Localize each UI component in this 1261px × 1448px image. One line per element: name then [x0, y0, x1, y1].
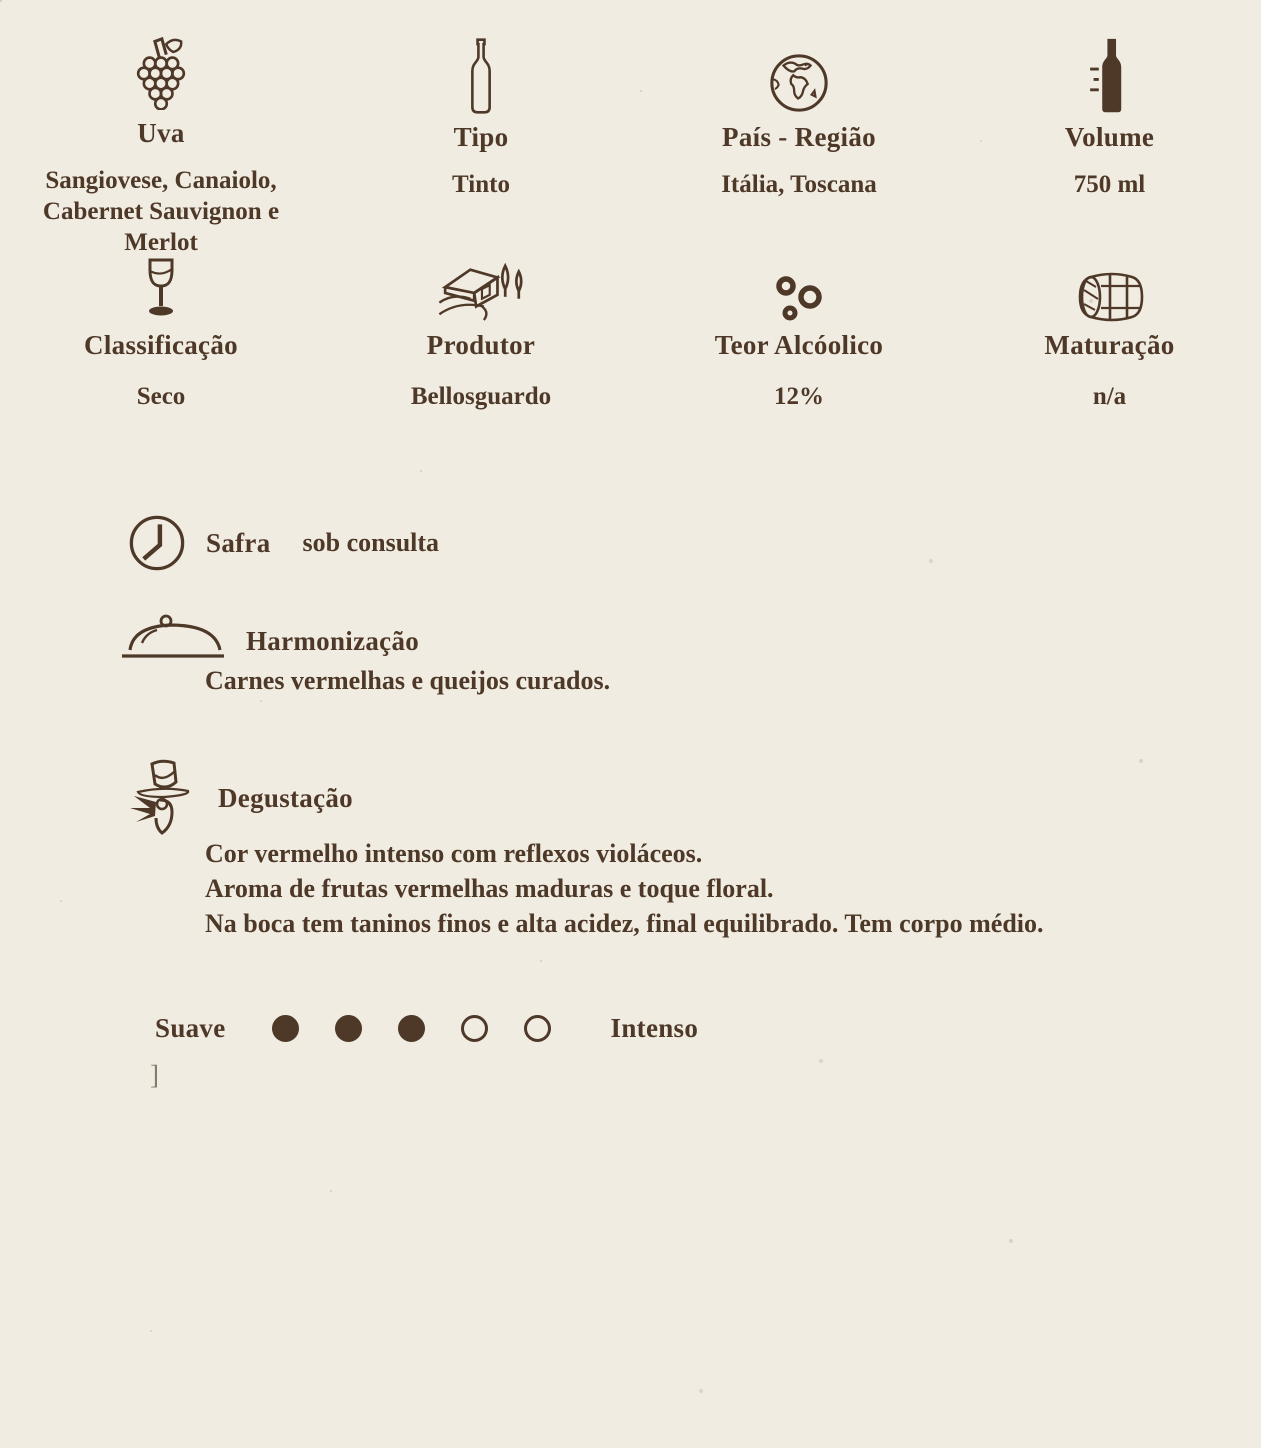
- attribute-label: Volume: [1064, 122, 1155, 152]
- tasting-hand-icon: [122, 758, 204, 838]
- degustacao-label: Degustação: [218, 782, 353, 813]
- volume-bottle-icon: [1087, 30, 1133, 114]
- safra-section: [128, 514, 439, 572]
- paper-speckles: [0, 0, 2, 2]
- globe-icon: [768, 30, 830, 114]
- degustacao-line: Aroma de frutas vermelhas maduras e toque floral.: [205, 874, 774, 903]
- attribute-label: País - Região: [722, 122, 876, 152]
- intensity-dots: [272, 1015, 587, 1042]
- degustacao-line: Na boca tem taninos finos e alta acidez, final equilibrado. Tem corpo médio.: [205, 909, 1044, 938]
- wine-glass-icon: [140, 258, 182, 322]
- attributes-grid: [0, 30, 1261, 412]
- barrel-icon: [1074, 258, 1146, 322]
- attribute-value: Tinto: [452, 171, 510, 198]
- grapes-icon: [133, 30, 189, 110]
- degustacao-section: [122, 758, 353, 838]
- intensity-dot: [398, 1015, 425, 1042]
- attribute-value: Sangiovese, Canaiolo, Cabernet Sauvignon e Merlot: [42, 167, 280, 256]
- intensity-dot: [335, 1015, 362, 1042]
- intensity-dot: [461, 1015, 488, 1042]
- attribute-value: 12%: [774, 383, 824, 410]
- attribute-card-uva: [0, 30, 322, 258]
- degustacao-line: Cor vermelho intenso com reflexos violáceos.: [205, 839, 703, 868]
- attribute-label: Produtor: [426, 330, 536, 360]
- harmonizacao-value: Carnes vermelhas e queijos curados.: [205, 666, 611, 695]
- attribute-card-classificacao: [0, 258, 322, 412]
- safra-value: sob consulta: [302, 528, 440, 557]
- degustacao-notes: [205, 836, 1044, 941]
- intensity-right-label: Intenso: [610, 1012, 699, 1043]
- attribute-card-teor-alcoolico: [640, 258, 958, 412]
- attribute-label: Teor Alcóolico: [714, 330, 884, 360]
- attribute-value: Itália, Toscana: [721, 171, 877, 198]
- intensity-dot: [272, 1015, 299, 1042]
- attribute-label: Uva: [137, 118, 185, 148]
- bubbles-icon: [774, 258, 824, 322]
- cloche-icon: [120, 614, 230, 658]
- stray-bracket: ]: [150, 1060, 159, 1090]
- attribute-value: n/a: [1092, 383, 1127, 410]
- intensity-dot: [524, 1015, 551, 1042]
- attribute-card-volume: [958, 30, 1261, 258]
- intensity-left-label: Suave: [155, 1012, 226, 1043]
- attribute-value: Seco: [136, 383, 186, 410]
- attribute-label: Classificação: [84, 330, 238, 360]
- attribute-card-pais-regiao: [640, 30, 958, 258]
- attribute-card-produtor: [322, 258, 640, 412]
- attribute-label: Tipo: [453, 122, 509, 152]
- safra-label: Safra: [206, 527, 271, 558]
- attribute-card-maturacao: [958, 258, 1261, 412]
- harmonizacao-label: Harmonização: [246, 625, 420, 656]
- harmonizacao-section: [120, 614, 419, 658]
- attribute-card-tipo: [322, 30, 640, 258]
- attribute-value: Bellosguardo: [410, 383, 552, 410]
- wine-bottle-icon: [467, 30, 495, 114]
- attribute-value: 750 ml: [1073, 171, 1146, 198]
- attribute-label: Maturação: [1044, 330, 1175, 360]
- farmhouse-icon: [437, 258, 525, 322]
- intensity-scale: [155, 1005, 698, 1051]
- clock-icon: [128, 514, 186, 572]
